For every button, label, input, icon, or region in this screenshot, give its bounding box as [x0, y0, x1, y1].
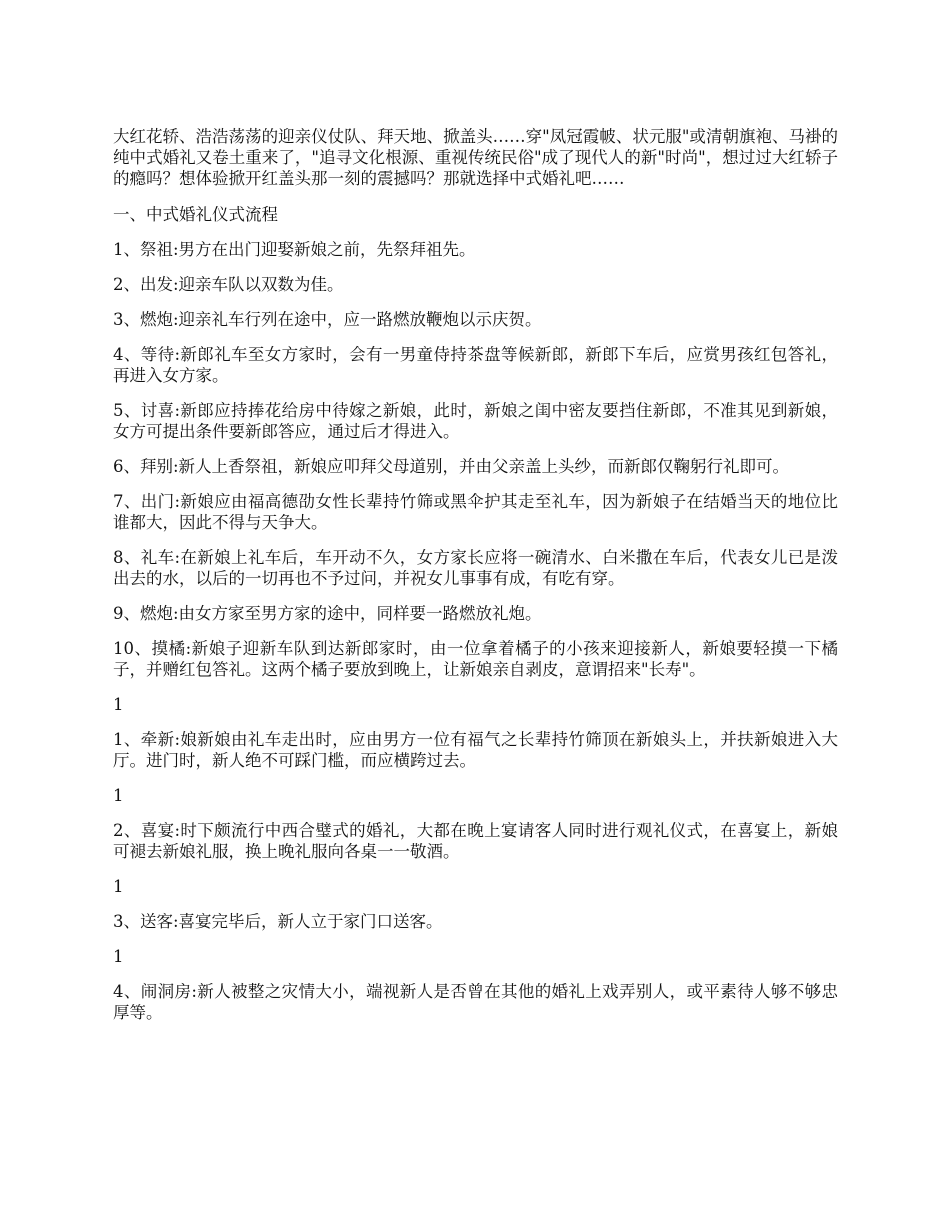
paragraph: 5、讨喜:新郎应持捧花给房中待嫁之新娘，此时，新娘之闺中密友要挡住新郎，不准其见到新娘，女方可提出条件要新郎答应，通过后才得进入。	[113, 401, 838, 441]
paragraph: 10、摸橘:新娘子迎新车队到达新郎家时，由一位拿着橘子的小孩来迎接新人，新娘要轻摸一下橘子，并赠红包答礼。这两个橘子要放到晚上，让新娘亲自剥皮，意谓招来"长寿"。	[113, 639, 838, 679]
page-number-marker: 1	[113, 947, 124, 966]
paragraph: 4、等待:新郎礼车至女方家时，会有一男童侍持茶盘等候新郎，新郎下车后，应赏男孩红包答礼，再进入女方家。	[113, 345, 838, 385]
paragraph: 6、拜别:新人上香祭祖，新娘应叩拜父母道别，并由父亲盖上头纱，而新郎仅鞠躬行礼即可。	[113, 457, 790, 476]
paragraph: 2、出发:迎亲车队以双数为佳。	[113, 275, 344, 294]
intro-paragraph: 大红花轿、浩浩荡荡的迎亲仪仗队、拜天地、掀盖头……穿"凤冠霞帔、状元服"或清朝旗袍、马褂的纯中式婚礼又卷土重来了，"追寻文化根源、重视传统民俗"成了现代人的新"时尚"，想过过大红轿子的瘾吗？想体验掀开红盖头那一刻的震撼吗？那就选择中式婚礼吧……	[113, 127, 838, 188]
paragraph: 1、祭祖:男方在出门迎娶新娘之前，先祭拜祖先。	[113, 240, 476, 259]
paragraph: 3、送客:喜宴完毕后，新人立于家门口送客。	[113, 912, 443, 931]
paragraph: 7、出门:新娘应由福高德劭女性长辈持竹筛或黑伞护其走至礼车，因为新娘子在结婚当天的地位比谁都大，因此不得与天争大。	[113, 492, 838, 532]
page-number-marker: 1	[113, 695, 124, 714]
paragraph: 9、燃炮:由女方家至男方家的途中，同样要一路燃放礼炮。	[113, 604, 542, 623]
paragraph: 4、闹洞房:新人被整之灾情大小，端视新人是否曾在其他的婚礼上戏弄别人，或平素待人够不够忠厚等。	[113, 982, 838, 1022]
page-number-marker: 1	[113, 786, 124, 805]
paragraph: 3、燃炮:迎亲礼车行列在途中，应一路燃放鞭炮以示庆贺。	[113, 310, 542, 329]
paragraph: 1、牵新:娘新娘由礼车走出时，应由男方一位有福气之长辈持竹筛顶在新娘头上，并扶新娘进入大厅。进门时，新人绝不可踩门槛，而应横跨过去。	[113, 730, 838, 770]
section-heading: 一、中式婚礼仪式流程	[113, 205, 278, 224]
paragraph: 8、礼车:在新娘上礼车后，车开动不久，女方家长应将一碗清水、白米撒在车后，代表女儿已是泼出去的水，以后的一切再也不予过问，并祝女儿事事有成，有吃有穿。	[113, 548, 838, 588]
page-number-marker: 1	[113, 877, 124, 896]
paragraph: 2、喜宴:时下颇流行中西合璧式的婚礼，大都在晚上宴请客人同时进行观礼仪式，在喜宴上，新娘可褪去新娘礼服，换上晚礼服向各桌一一敬酒。	[113, 821, 838, 861]
